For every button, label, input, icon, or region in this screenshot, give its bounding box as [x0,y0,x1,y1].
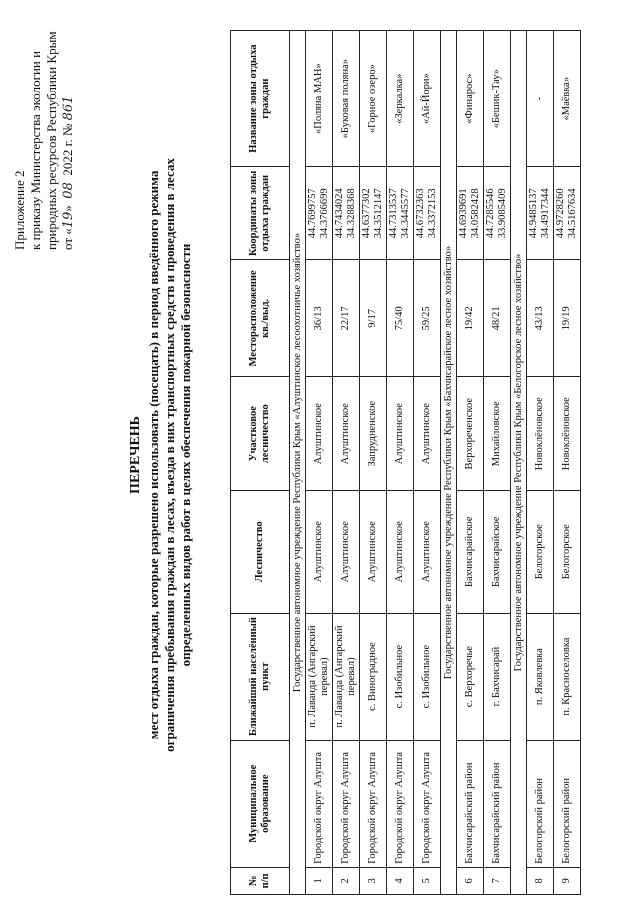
appendix-date-line: от «19» 08 2022 г. № 861 [60,95,76,250]
cell-coordinates [360,167,387,260]
document-subtitle-1: мест отдыха граждан, которые разрешено использовать (посещать) в период введённого режима [146,170,161,740]
cell-coordinates [484,167,511,260]
cell-district-forestry: Алуштинское [333,377,360,491]
coordinate-longitude: 33.9085409 [497,188,508,239]
cell-settlement: п. Лаванда (Ангарский перевал) [306,613,333,740]
coordinate-latitude: 44.9485137 [528,188,539,239]
cell-forestry: Белогорское [527,490,554,613]
header-location: Месторасположение кв./выд. [231,260,290,377]
cell-municipality: Белогорский район [554,740,581,867]
table-header-row [231,31,290,895]
document-subtitle-3: определенных видов работ в целях обеспечения пожарной безопасности [178,243,193,667]
document-title: ПЕРЕЧЕНЬ [128,416,143,494]
handwritten-number: 861 [61,95,76,121]
cell-zone-name: «Финарос» [457,31,484,167]
cell-forestry: Алуштинское [414,490,441,613]
cell-number: 5 [414,867,441,894]
cell-location: 19/19 [554,260,581,377]
cell-zone-name: - [527,31,554,167]
coordinate-latitude: 44.7313537 [388,188,399,239]
appendix-line-3: природных ресурсов Республики Крым [44,31,59,250]
cell-settlement: с. Верхоречье [457,613,484,740]
cell-forestry: Алуштинское [333,490,360,613]
table-row [484,31,511,895]
coordinate-longitude: 34.3512147 [373,188,384,239]
cell-settlement: с. Виноградное [360,613,387,740]
cell-district-forestry: Новоклёновское [527,377,554,491]
cell-settlement: с. Изобильное [414,613,441,740]
cell-municipality: Городской округ Алушта [387,740,414,867]
coordinate-latitude: 44.6732363 [415,188,426,239]
header-district-forestry: Участковое лесничество [231,377,290,491]
cell-settlement: г. Бахчисарай [484,613,511,740]
coordinate-longitude: 34.3766699 [319,188,330,239]
cell-number: 6 [457,867,484,894]
coordinate-longitude: 34.3445577 [400,188,411,239]
organization-name: Государственное автономное учреждение Республики Крым «Белогорское лесное хозяйство» [511,31,527,895]
table-row [527,31,554,895]
cell-number: 9 [554,867,581,894]
cell-district-forestry: Алуштинское [306,377,333,491]
cell-forestry: Алуштинское [306,490,333,613]
cell-number: 7 [484,867,511,894]
cell-zone-name: «Поляна МАН» [306,31,333,167]
handwritten-day: 19 [61,211,76,229]
document-subtitle-2: ограничения пребывания граждан в лесах, въезда в них транспортных средств и проведения в лесах [162,158,177,752]
coordinate-longitude: 34.0582428 [470,188,481,239]
cell-zone-name: «Ай-Йори» [414,31,441,167]
cell-number: 8 [527,867,554,894]
table-row [333,31,360,895]
table-group-row [511,31,527,895]
cell-settlement: п. Яковлевка [527,613,554,740]
cell-settlement: п. Красноселовка [554,613,581,740]
header-coordinates: Координаты зоны отдыха граждан [231,167,290,260]
cell-settlement: с. Изобильное [387,613,414,740]
recreation-zones-table [230,30,581,895]
cell-municipality: Городской округ Алушта [414,740,441,867]
table-row [457,31,484,895]
cell-zone-name: «Зеркалка» [387,31,414,167]
cell-forestry: Белогорское [554,490,581,613]
cell-municipality: Городской округ Алушта [360,740,387,867]
cell-forestry: Алуштинское [360,490,387,613]
table-row [387,31,414,895]
table-group-row [441,31,457,895]
table-row [306,31,333,895]
cell-district-forestry: Алуштинское [387,377,414,491]
cell-forestry: Алуштинское [387,490,414,613]
table-row [360,31,387,895]
cell-municipality: Бахчисарайский район [457,740,484,867]
coordinate-latitude: 44.6939691 [458,188,469,239]
header-zone-name: Название зоны отдыха граждан [231,31,290,167]
cell-number: 2 [333,867,360,894]
table-group-row [290,31,306,895]
cell-zone-name: «Буковая поляна» [333,31,360,167]
coordinate-longitude: 34.3372153 [427,188,438,239]
cell-coordinates [457,167,484,260]
table-row [554,31,581,895]
cell-location: 48/21 [484,260,511,377]
cell-district-forestry: Михайловское [484,377,511,491]
cell-municipality: Бахчисарайский район [484,740,511,867]
cell-number: 1 [306,867,333,894]
cell-coordinates [387,167,414,260]
header-municipality: Муниципальное образование [231,740,290,867]
coordinate-longitude: 34.4917344 [540,188,551,239]
appendix-line-2: к приказу Министерства экологии и [28,50,43,250]
cell-location: 36/13 [306,260,333,377]
cell-district-forestry: Верхореченское [457,377,484,491]
cell-coordinates [527,167,554,260]
cell-district-forestry: Алуштинское [414,377,441,491]
coordinate-latitude: 44.7699757 [307,188,318,239]
cell-location: 59/25 [414,260,441,377]
cell-district-forestry: Запрудненское [360,377,387,491]
cell-zone-name: «Бешик-Тау» [484,31,511,167]
header-forestry: Лесничество [231,490,290,613]
cell-zone-name: «Маёвка» [554,31,581,167]
header-settlement: Ближайший населённый пункт [231,613,290,740]
cell-settlement: п. Лаванда (Ангарский перевал) [333,613,360,740]
appendix-block [12,31,77,250]
coordinate-longitude: 34.3288368 [346,188,357,239]
coordinate-latitude: 44.7434024 [334,188,345,239]
organization-name: Государственное автономное учреждение Республики Крым «Бахчисарайское лесное хозяйство» [441,31,457,895]
handwritten-month: 08 [61,182,76,199]
cell-location: 19/42 [457,260,484,377]
coordinate-longitude: 34.5167634 [567,188,578,239]
table-body [290,31,581,895]
organization-name: Государственное автономное учреждение Республики Крым «Алуштинское лесоохотничье хозяйство» [290,31,306,895]
cell-location: 43/13 [527,260,554,377]
cell-coordinates [306,167,333,260]
header-number: № п/п [231,867,290,894]
cell-coordinates [414,167,441,260]
cell-number: 4 [387,867,414,894]
cell-zone-name: «Горное озеро» [360,31,387,167]
cell-municipality: Белогорский район [527,740,554,867]
coordinate-latitude: 44.6377302 [361,188,372,239]
cell-coordinates [554,167,581,260]
cell-municipality: Городской округ Алушта [333,740,360,867]
coordinate-latitude: 44.7285546 [485,188,496,239]
appendix-title: Приложение 2 [12,170,27,250]
cell-district-forestry: Новоклёновское [554,377,581,491]
cell-location: 9/17 [360,260,387,377]
cell-location: 22/17 [333,260,360,377]
cell-forestry: Бахчисарайское [484,490,511,613]
table-row [414,31,441,895]
cell-location: 75/40 [387,260,414,377]
coordinate-latitude: 44.9728260 [555,188,566,239]
cell-number: 3 [360,867,387,894]
cell-coordinates [333,167,360,260]
cell-forestry: Бахчисарайское [457,490,484,613]
cell-municipality: Городской округ Алушта [306,740,333,867]
